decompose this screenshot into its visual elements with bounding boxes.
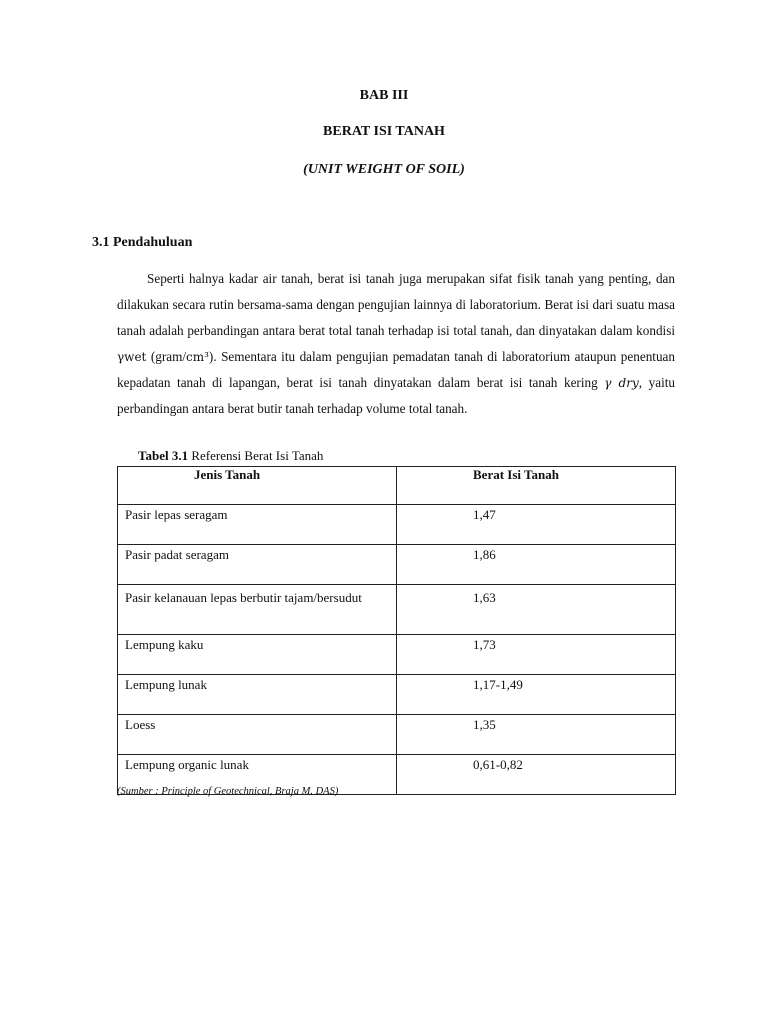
header-jenis-tanah (118, 467, 397, 505)
gamma-wet-symbol: γwet (117, 350, 147, 365)
table-row (118, 635, 676, 675)
cell-berat: 1,86 (397, 545, 676, 585)
table-row (118, 675, 676, 715)
cell-berat: 1,35 (397, 715, 676, 755)
soil-weight-table (117, 466, 676, 795)
cell-berat: 1,47 (397, 505, 676, 545)
cell-jenis: Loess (118, 715, 397, 755)
cell-jenis: Lempung kaku (118, 635, 397, 675)
table-row (118, 715, 676, 755)
chapter-subtitle: (UNIT WEIGHT OF SOIL) (303, 162, 465, 177)
table-caption-text: Referensi Berat Isi Tanah (188, 448, 324, 463)
intro-paragraph (117, 266, 675, 423)
cell-jenis: Lempung lunak (118, 675, 397, 715)
cell-berat: 1,17-1,49 (397, 675, 676, 715)
cell-jenis: Pasir kelanauan lepas berbutir tajam/bersudut (118, 585, 397, 635)
table-row (118, 545, 676, 585)
table-row (118, 505, 676, 545)
chapter-title: BERAT ISI TANAH (323, 124, 445, 139)
paragraph-text-3: ). Sementara itu dalam pengujian pemadatan tanah di laboratorium ataupun penentuan kepadatan tanah di lapangan, berat isi tanah dinyatakan dalam berat isi tanah kering (117, 349, 675, 391)
table-row (118, 585, 676, 635)
table-source: (Sumber : Principle of Geotechnical, Braja M. DAS) (117, 786, 339, 797)
cell-berat: 1,63 (397, 585, 676, 635)
table-caption-label: Tabel 3.1 (138, 448, 189, 463)
cell-jenis: Pasir padat seragam (118, 545, 397, 585)
section-title: 3.1 Pendahuluan (92, 235, 193, 250)
header-berat-isi (397, 467, 676, 505)
paragraph-text-2: (gram/ (146, 349, 186, 365)
cm3-unit: cm³ (186, 350, 209, 365)
cell-berat: 1,73 (397, 635, 676, 675)
header-berat-isi-label: Berat Isi Tanah (473, 467, 559, 482)
table-header-row (118, 467, 676, 505)
table-caption (138, 448, 323, 464)
cell-jenis: Pasir lepas seragam (118, 505, 397, 545)
header-jenis-tanah-label: Jenis Tanah (194, 467, 261, 482)
paragraph-text-1: Seperti halnya kadar air tanah, berat isi tanah juga merupakan sifat fisik tanah yang penting, dan dilakukan secara rutin bersama-sama dengan pengujian lainnya di laboratorium. Berat isi dari suatu masa tanah adalah perbandingan antara berat total tanah terhadap isi total tanah, dan dinyatakan dalam kondisi (117, 271, 675, 339)
chapter-label: BAB III (359, 88, 409, 103)
gamma-dry-symbol: γ dry (604, 376, 639, 391)
paragraph-text-4: , yaitu perbandingan antara berat butir tanah terhadap volume total tanah. (117, 375, 675, 417)
cell-berat: 0,61-0,82 (397, 755, 676, 795)
cell-jenis: Lempung organic lunak (118, 755, 397, 795)
